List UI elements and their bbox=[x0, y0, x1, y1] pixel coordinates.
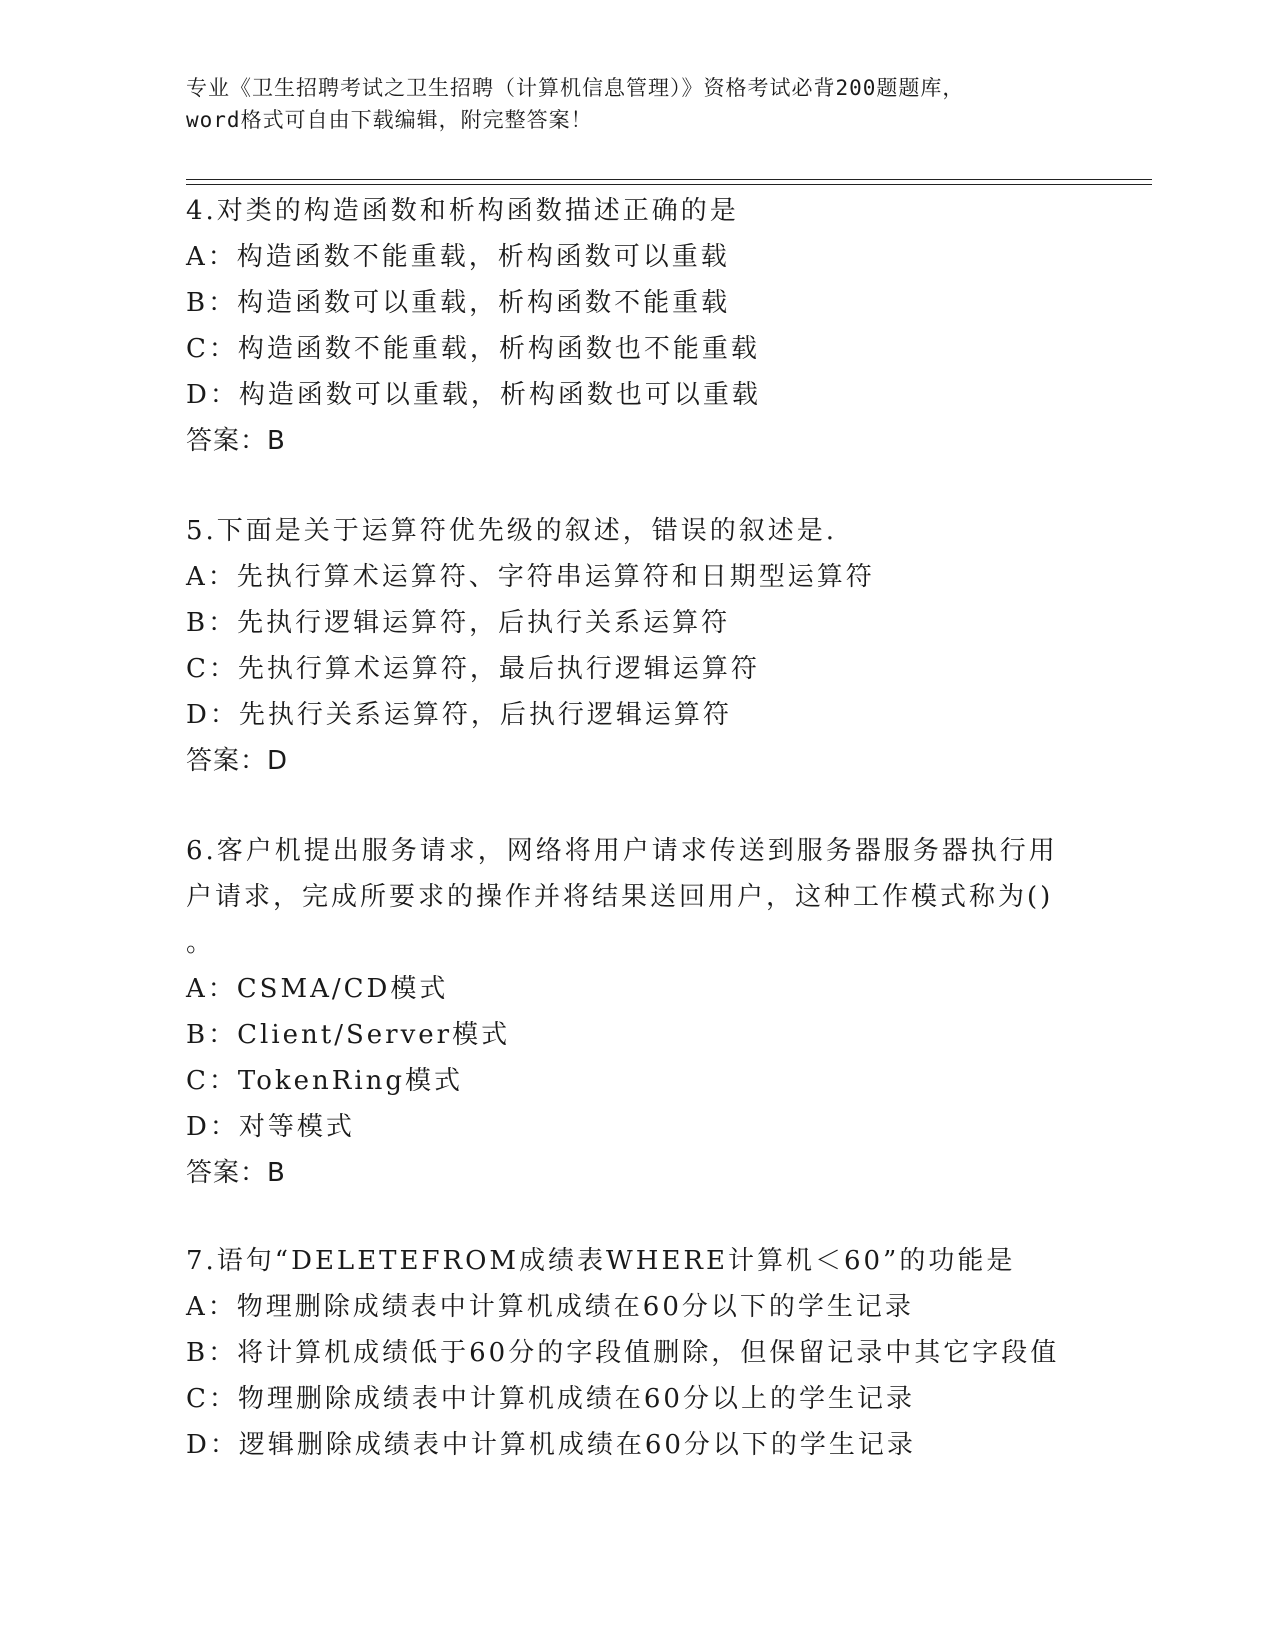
option-a: A：物理删除成绩表中计算机成绩在60分以下的学生记录 bbox=[186, 1292, 914, 1322]
answer: 答案：B bbox=[186, 1158, 286, 1188]
question-stem: 7.语句“DELETEFROM成绩表WHERE计算机＜60”的功能是 bbox=[186, 1246, 1016, 1276]
option-c: C：构造函数不能重载，析构函数也不能重载 bbox=[186, 334, 760, 364]
question-stem: 4.对类的构造函数和析构函数描述正确的是 bbox=[186, 196, 739, 226]
option-a: A：先执行算术运算符、字符串运算符和日期型运算符 bbox=[186, 562, 875, 592]
option-c: C：TokenRing模式 bbox=[186, 1066, 464, 1096]
option-d: D：先执行关系运算符，后执行逻辑运算符 bbox=[186, 700, 732, 730]
question-stem-line-1: 6.客户机提出服务请求，网络将用户请求传送到服务器服务器执行用 bbox=[186, 836, 1058, 866]
header-line-1: 专业《卫生招聘考试之卫生招聘（计算机信息管理）》资格考试必背200题题库， bbox=[186, 76, 965, 100]
header-line-2: word格式可自由下载编辑，附完整答案！ bbox=[186, 108, 593, 132]
question-4 bbox=[186, 188, 1086, 464]
question-6 bbox=[186, 828, 1086, 1196]
header-divider-bottom bbox=[186, 184, 1152, 185]
option-b: B：将计算机成绩低于60分的字段值删除，但保留记录中其它字段值 bbox=[186, 1338, 1060, 1368]
header-divider-top bbox=[186, 179, 1152, 180]
option-b: B：构造函数可以重载，析构函数不能重载 bbox=[186, 288, 731, 318]
option-c: C：先执行算术运算符，最后执行逻辑运算符 bbox=[186, 654, 760, 684]
answer: 答案：D bbox=[186, 746, 289, 776]
option-a: A：CSMA/CD模式 bbox=[186, 974, 449, 1004]
option-d: D：构造函数可以重载，析构函数也可以重载 bbox=[186, 380, 761, 410]
document-header bbox=[186, 72, 1086, 136]
question-7 bbox=[186, 1238, 1086, 1468]
question-stem-line-3: 。 bbox=[186, 928, 216, 958]
option-d: D：对等模式 bbox=[186, 1112, 355, 1142]
option-c: C：物理删除成绩表中计算机成绩在60分以上的学生记录 bbox=[186, 1384, 915, 1414]
question-stem: 5.下面是关于运算符优先级的叙述，错误的叙述是. bbox=[186, 516, 838, 546]
option-a: A：构造函数不能重载，析构函数可以重载 bbox=[186, 242, 730, 272]
option-b: B：Client/Server模式 bbox=[186, 1020, 511, 1050]
answer: 答案：B bbox=[186, 426, 286, 456]
question-5 bbox=[186, 508, 1086, 784]
option-d: D：逻辑删除成绩表中计算机成绩在60分以下的学生记录 bbox=[186, 1430, 916, 1460]
option-b: B：先执行逻辑运算符，后执行关系运算符 bbox=[186, 608, 731, 638]
question-stem-line-2: 户请求，完成所要求的操作并将结果送回用户，这种工作模式称为() bbox=[186, 882, 1054, 912]
